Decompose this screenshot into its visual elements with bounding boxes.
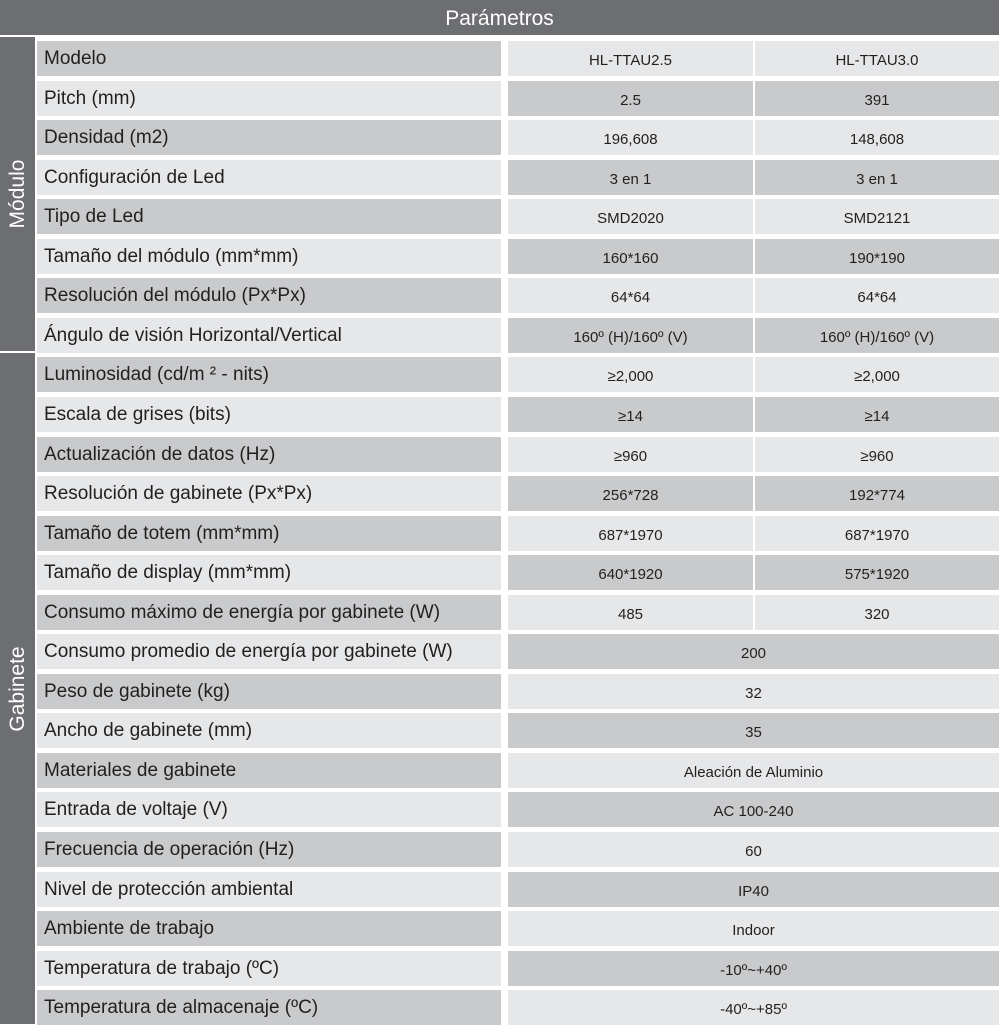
row-value-model-2: 148,608 bbox=[755, 120, 999, 155]
row-value-shared: 60 bbox=[508, 832, 999, 867]
row-label: Consumo máximo de energía por gabinete (W) bbox=[37, 595, 501, 630]
row-value-model-1: 3 en 1 bbox=[508, 160, 753, 195]
row-value-model-1: 160º (H)/160º (V) bbox=[508, 318, 753, 353]
row-value-model-2: 160º (H)/160º (V) bbox=[755, 318, 999, 353]
row-value-shared: -40º~+85º bbox=[508, 990, 999, 1025]
section-gabinete bbox=[0, 353, 35, 1024]
row-value-model-1: SMD2020 bbox=[508, 199, 753, 234]
row-label: Ambiente de trabajo bbox=[37, 911, 501, 946]
section-modulo-label: Módulo bbox=[5, 159, 29, 229]
table-title: Parámetros bbox=[0, 0, 999, 37]
row-label: Entrada de voltaje (V) bbox=[37, 792, 501, 827]
row-value-model-1: ≥14 bbox=[508, 397, 753, 432]
row-value-model-1: 2.5 bbox=[508, 81, 753, 116]
row-label: Actualización de datos (Hz) bbox=[37, 437, 501, 472]
row-label: Luminosidad (cd/m ² - nits) bbox=[37, 357, 501, 392]
row-value-model-2: 190*190 bbox=[755, 239, 999, 274]
row-value-shared: 35 bbox=[508, 713, 999, 748]
row-value-model-1: ≥960 bbox=[508, 437, 753, 472]
row-value-model-2: ≥960 bbox=[755, 437, 999, 472]
row-label: Consumo promedio de energía por gabinete (W) bbox=[37, 634, 501, 669]
row-label: Materiales de gabinete bbox=[37, 753, 501, 788]
row-label: Resolución de gabinete (Px*Px) bbox=[37, 476, 501, 511]
row-label: Peso de gabinete (kg) bbox=[37, 674, 501, 709]
row-value-model-1: 256*728 bbox=[508, 476, 753, 511]
row-value-model-2: 391 bbox=[755, 81, 999, 116]
row-value-shared: -10º~+40º bbox=[508, 951, 999, 986]
row-label: Ángulo de visión Horizontal/Vertical bbox=[37, 318, 501, 353]
row-value-model-2: 3 en 1 bbox=[755, 160, 999, 195]
row-value-model-1: 196,608 bbox=[508, 120, 753, 155]
section-modulo bbox=[0, 37, 35, 351]
row-value-model-1: 160*160 bbox=[508, 239, 753, 274]
row-value-model-2: 64*64 bbox=[755, 278, 999, 313]
row-value-model-2: HL-TTAU3.0 bbox=[755, 41, 999, 76]
row-value-model-1: 640*1920 bbox=[508, 555, 753, 590]
row-value-model-2: 687*1970 bbox=[755, 516, 999, 551]
row-label: Temperatura de almacenaje (ºC) bbox=[37, 990, 501, 1025]
row-value-model-2: 192*774 bbox=[755, 476, 999, 511]
row-value-model-1: HL-TTAU2.5 bbox=[508, 41, 753, 76]
row-value-model-2: 320 bbox=[755, 595, 999, 630]
row-value-model-2: ≥2,000 bbox=[755, 357, 999, 392]
row-value-shared: AC 100-240 bbox=[508, 792, 999, 827]
row-value-model-1: 64*64 bbox=[508, 278, 753, 313]
row-label: Tamaño de totem (mm*mm) bbox=[37, 516, 501, 551]
row-label: Tamaño de display (mm*mm) bbox=[37, 555, 501, 590]
row-label: Nivel de protección ambiental bbox=[37, 872, 501, 907]
row-label: Modelo bbox=[37, 41, 501, 76]
row-value-model-1: 485 bbox=[508, 595, 753, 630]
row-label: Densidad (m2) bbox=[37, 120, 501, 155]
row-label: Resolución del módulo (Px*Px) bbox=[37, 278, 501, 313]
row-value-shared: Indoor bbox=[508, 911, 999, 946]
row-label: Configuración de Led bbox=[37, 160, 501, 195]
row-label: Tamaño del módulo (mm*mm) bbox=[37, 239, 501, 274]
section-gabinete-label: Gabinete bbox=[5, 645, 29, 732]
row-value-model-2: SMD2121 bbox=[755, 199, 999, 234]
row-label: Ancho de gabinete (mm) bbox=[37, 713, 501, 748]
row-value-model-2: 575*1920 bbox=[755, 555, 999, 590]
row-value-shared: 32 bbox=[508, 674, 999, 709]
row-value-shared: IP40 bbox=[508, 872, 999, 907]
row-label: Temperatura de trabajo (ºC) bbox=[37, 951, 501, 986]
row-label: Frecuencia de operación (Hz) bbox=[37, 832, 501, 867]
row-value-model-2: ≥14 bbox=[755, 397, 999, 432]
row-value-model-1: ≥2,000 bbox=[508, 357, 753, 392]
row-label: Tipo de Led bbox=[37, 199, 501, 234]
row-value-model-1: 687*1970 bbox=[508, 516, 753, 551]
row-label: Pitch (mm) bbox=[37, 81, 501, 116]
row-value-shared: Aleación de Aluminio bbox=[508, 753, 999, 788]
row-value-shared: 200 bbox=[508, 634, 999, 669]
row-label: Escala de grises (bits) bbox=[37, 397, 501, 432]
